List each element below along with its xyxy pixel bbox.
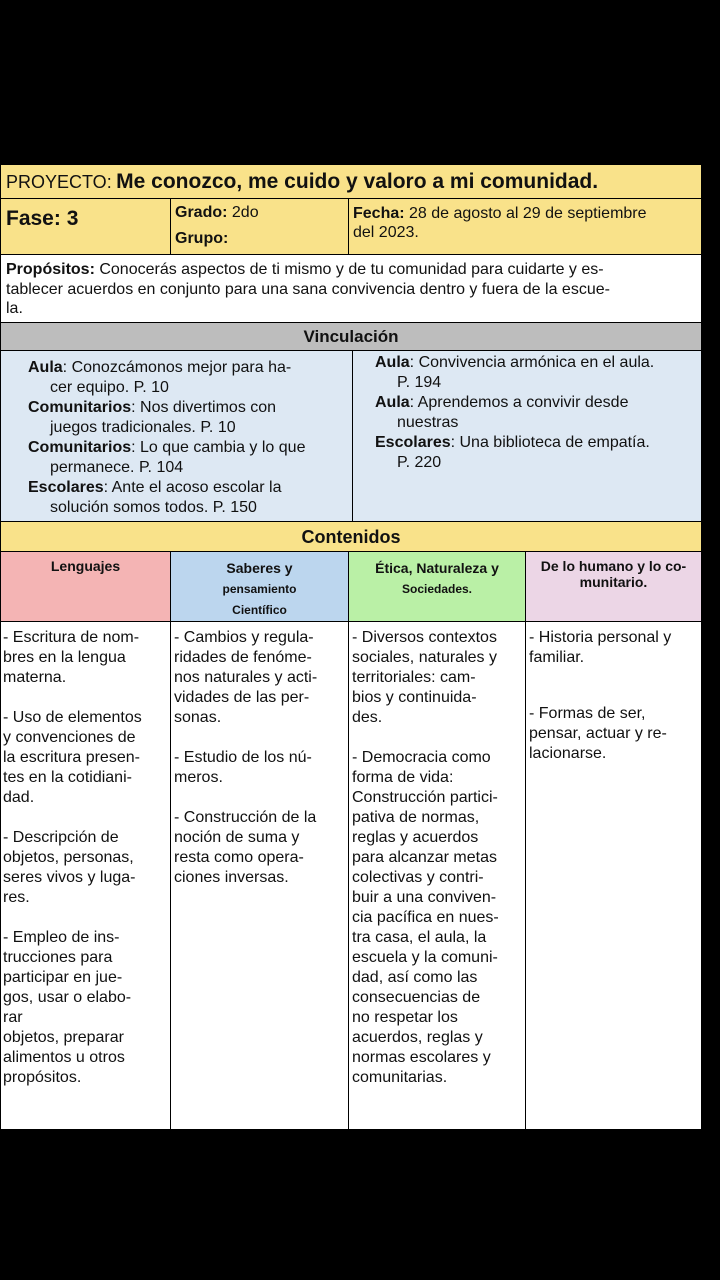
etica-text: - Diversos contextos sociales, naturales y territoriales: cam- bios y continuida- des. - Democracia como forma de vida: Construcción partici- pativa de normas, reglas y acuerdos para alcanzar metas colectivas y contri- buir a una conviven- cia pacífica en nues- tra casa, el aula, la escuela y la comuni- dad, así como las consecuencias de no respetar los acuerdos, reglas y normas escolares y comunitarias. <box>352 629 499 1086</box>
project-row <box>1 165 701 199</box>
vinculacion-item: Escolares: Ante el acoso escolar la solución somos todos. P. 150 <box>28 479 282 516</box>
contenidos-column-headers <box>1 552 701 622</box>
header-humano: De lo humano y lo co- munitario. <box>526 552 701 621</box>
vinculacion-left <box>1 351 353 521</box>
grado-value: 2do <box>227 204 259 221</box>
project-label: PROYECTO: <box>6 172 112 192</box>
vinculacion-body <box>1 351 701 522</box>
fecha-cell <box>349 199 701 254</box>
info-row <box>1 199 701 255</box>
propositos-line3: la. <box>6 300 23 317</box>
propositos-label: Propósitos: <box>6 261 95 278</box>
header-lenguajes: Lenguajes <box>1 552 171 621</box>
fase-label: Fase: 3 <box>6 207 79 230</box>
vinculacion-item: Comunitarios: Nos divertimos con juegos tradicionales. P. 10 <box>28 399 277 436</box>
humano-text-2: - Formas de ser, pensar, actuar y re- lacionarse. <box>529 705 667 762</box>
saberes-text: - Cambios y regula- ridades de fenóme- nos naturales y acti- vidades de las per- sonas. - Estudio de los nú- meros. - Construcción de la noción de suma y resta como opera- ciones inversas. <box>174 629 318 886</box>
vinculacion-item: Aula: Aprendemos a convivir desde nuestras <box>375 394 629 431</box>
vinculacion-header <box>1 323 701 351</box>
propositos-line2: tablecer acuerdos en conjunto para una sana convivencia dentro y fuera de la escue- <box>6 280 610 298</box>
vinculacion-item: Aula: Convivencia armónica en el aula. P. 194 <box>375 354 655 391</box>
vinculacion-title: Vinculación <box>303 327 399 346</box>
fecha-line2: del 2023. <box>353 224 419 241</box>
fecha-label: Fecha: <box>353 205 405 222</box>
contenidos-body <box>1 622 701 1130</box>
column-humano <box>526 622 701 1130</box>
column-saberes <box>171 622 349 1130</box>
column-lenguajes <box>1 622 171 1130</box>
header-etica: Ética, Naturaleza y Sociedades. <box>349 552 526 621</box>
grado-cell <box>171 199 349 254</box>
grado-label: Grado: <box>175 204 228 221</box>
header-saberes: Saberes y pensamiento Científico <box>171 552 349 621</box>
column-etica <box>349 622 526 1130</box>
fecha-line1: 28 de agosto al 29 de septiembre <box>404 205 647 222</box>
vinculacion-item: Aula: Conozcámonos mejor para ha- cer equipo. P. 10 <box>28 359 292 396</box>
lenguajes-text: - Escritura de nom- bres en la lengua materna. - Uso de elementos y convenciones de la escritura presen- tes en la cotidiani- dad. - Descripción de objetos, personas, seres vivos y luga- res. - Empleo de ins- trucciones para participar en jue- gos, usar o elabo- rar objetos, preparar alimentos u otros propósitos. <box>3 629 142 1086</box>
planning-document <box>0 164 702 1130</box>
contenidos-title: Contenidos <box>301 527 401 547</box>
fase-cell <box>1 199 171 254</box>
vinculacion-right <box>353 351 701 521</box>
humano-text-1: - Historia personal y familiar. <box>529 629 672 666</box>
vinculacion-item: Escolares: Una biblioteca de empatía. P. 220 <box>375 434 650 471</box>
propositos-row <box>1 255 701 323</box>
propositos-line1: Conocerás aspectos de ti mismo y de tu comunidad para cuidarte y es- <box>94 261 604 278</box>
contenidos-header <box>1 522 701 552</box>
vinculacion-item: Comunitarios: Lo que cambia y lo que permanece. P. 104 <box>28 439 306 476</box>
grupo-label: Grupo: <box>175 230 229 247</box>
project-title: Me conozco, me cuido y valoro a mi comunidad. <box>116 170 599 193</box>
